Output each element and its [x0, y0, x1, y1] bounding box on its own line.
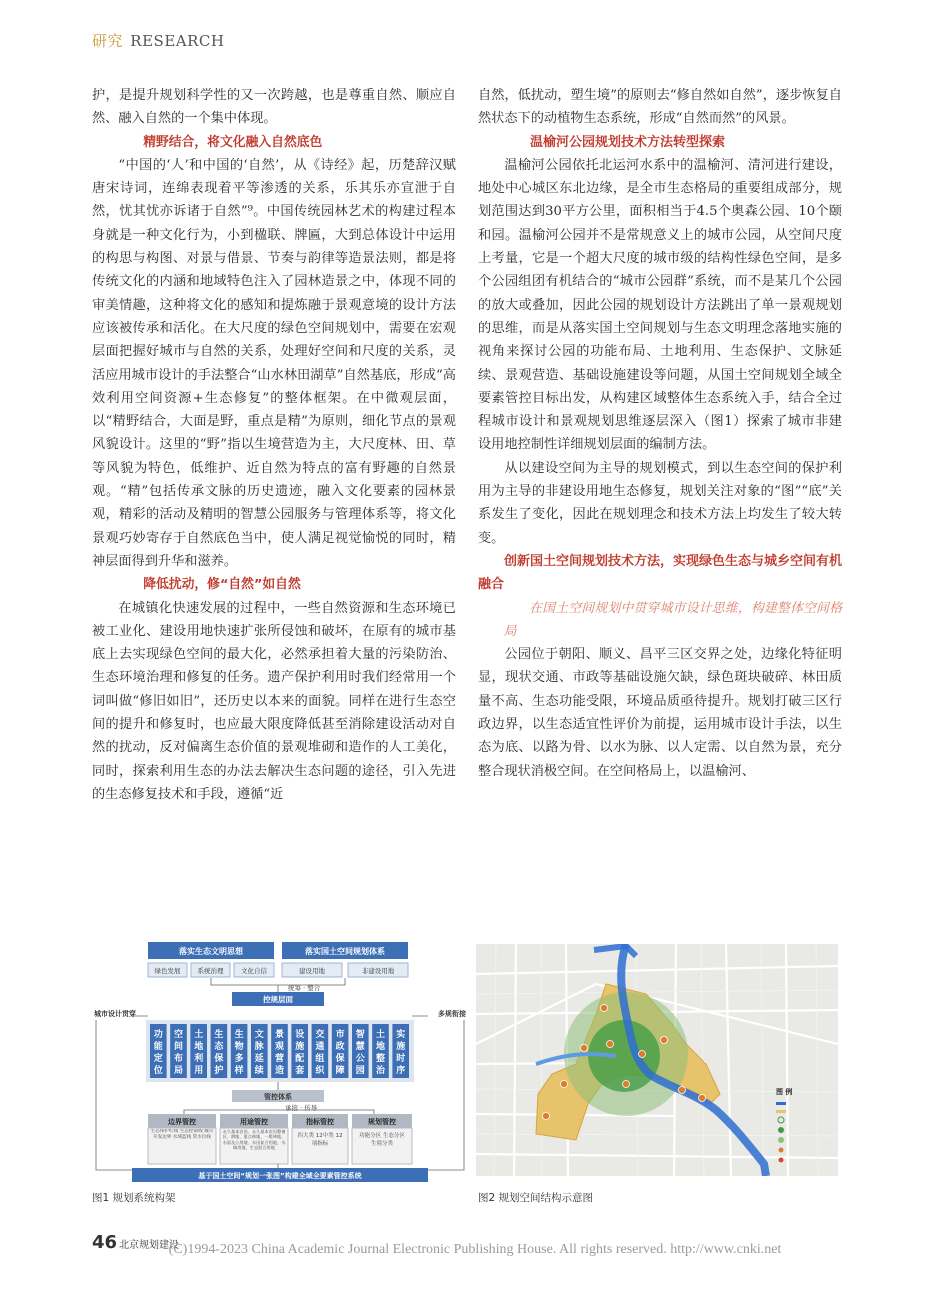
copyright-notice: (C)1994-2023 China Academic Journal Electronic Publishing House. All rights reserved. http://www.cnki.net: [168, 1242, 782, 1257]
function-column-char: 间: [173, 1042, 184, 1052]
function-column-char: 序: [396, 1066, 406, 1076]
function-column-char: 实: [396, 1030, 406, 1040]
function-column-char: 慧: [355, 1042, 365, 1052]
left-column: [92, 84, 456, 806]
section-heading: 创新国土空间规划技术方法，实现绿色生态与城乡空间有机融合: [478, 553, 843, 593]
bottom-banner-label: 基于国土空间“规划一张图”构建全域全要素管控系统: [198, 1172, 362, 1180]
paragraph: “中国的‘人’和中国的‘自然’，从《诗经》起，历楚辞汉赋唐宋诗词，连绵表现着平等渗透的关系，乐其乐亦宣泄于自然，忧其忧亦诉诸于自然”⁹。中国传统园林艺术的构建过程本身就是一种文化行为，小到楹联、牌匾，大到总体设计中运用的构思与构图、对景与借景、节奏与韵律等造景法则，都是将传统文化的内涵和地域特色注入了园林造景之中，体现不同的审美情趣，这种将文化的感知和提炼融于景观意境的设计方法应该被传承和活化。在大尺度的绿色空间规划中，需要在宏观层面把握好城市与自然的关系，处理好空间和尺度的关系，灵活应用城市设计的手法整合“山水林田湖草”自然基底，形成“高效利用空间资源+生态修复”的整体框架。在中微观层面，以“精野结合，大面是野，重点是精”为原则，细化节点的景观风貌设计。这里的“野”指以生境营造为主，大尺度林、田、草等风貌为特色，低维护、近自然为特点的富有野趣的自然景观。“精”包括传承文脉的历史遗迹，融入文化要素的园林景观，精彩的活动及精明的智慧公园服务与管理体系等，将文化景观巧妙寄存于自然底色当中，使人满足视觉愉悦的同时，精神层面得到升华和滋养。: [92, 157, 456, 569]
function-column-char: 造: [274, 1066, 285, 1076]
paragraph: 从以建设空间为主导的规划模式，到以生态空间的保护利用为主导的非建设用地生态修复，规划关注对象的“图”“底”关系发生了变化，因此在规划理念和技术方法上均发生了较大转变。: [478, 460, 842, 546]
function-column-char: 脉: [254, 1042, 264, 1052]
paragraph: 温榆河公园依托北运河水系中的温榆河、清河进行建设，地处中心城区东北边缘，是全市生态格局的重要组成部分，规划范围达到30平方公里，面积相当于4.5个奥森公园、10个颐和园。温榆河公园并不是常规意义上的城市公园，从空间尺度上考量，它是一个超大尺度的城市级的结构性绿色空间，是多个公园组团有机结合的“城市公园群”系统，而不是某几个公园的放大或叠加，因此公园的规划设计方法跳出了单一景观规划的思维，而是从落实国土空间规划与生态文明理念落地实施的视角来探讨公园的功能布局、土地利用、生态保护、文脉延续、景观营造、基础设施建设等问题，从国土空间规划全域全要素管控目标出发，从构建区域整体生态系统入手，结合全过程城市设计和景观规划思维逐层深入（图1）探索了城市非建设用地控制性详细规划层面的编制方法。: [478, 157, 842, 453]
function-column-char: 组: [315, 1054, 325, 1064]
function-column-char: 生: [214, 1030, 224, 1040]
function-column-char: 延: [254, 1054, 264, 1064]
function-column-char: 设: [295, 1030, 305, 1040]
box-text: 四大类 12中类 12项指标: [297, 1133, 343, 1147]
function-column-char: 地: [194, 1042, 204, 1052]
paragraph: 公园位于朝阳、顺义、昌平三区交界之处，边缘化特征明显，现状交通、市政等基础设施欠缺，绿色斑块破碎、林田质量不高、生态功能受限，环境品质亟待提升。规划打破三区行政边界，以生态适宜性评价为前提，运用城市设计手法，以生态为底、以路为骨、以水为脉、以人定需、以自然为景，充分整合现状消极空间。在空间格局上，以温榆河、: [478, 647, 842, 779]
control-level-label: 控规层面: [263, 995, 293, 1004]
function-column-char: 市: [335, 1030, 345, 1040]
box-title-label: 指标管控: [306, 1118, 334, 1126]
function-column-char: 土: [375, 1030, 386, 1040]
box-text: 生态保护红线 生态控制线 城市开发边界 水域蓝线 常水位线: [150, 1129, 214, 1140]
tag-label: 建设用地: [299, 967, 325, 975]
function-column-char: 智: [355, 1030, 365, 1040]
italic-subheading: 在国土空间规划中贯穿城市设计思维，构建整体空间格局: [503, 600, 842, 639]
function-column-char: 治: [375, 1066, 386, 1076]
function-column-char: 布: [173, 1054, 184, 1064]
control-system-label: 管控体系: [264, 1093, 292, 1101]
subheading: 降低扰动，修“自然”如自然: [143, 577, 301, 593]
box-title-label: 规划管控: [368, 1118, 396, 1126]
function-column-char: 文: [254, 1030, 264, 1040]
function-column-char: 样: [234, 1066, 244, 1076]
legend-title: 图 例: [776, 1088, 793, 1096]
function-column-char: 时: [396, 1054, 406, 1064]
function-column-char: 整: [375, 1054, 386, 1064]
function-column-char: 物: [234, 1042, 244, 1052]
paragraph: 自然，低扰动，塑生境”的原则去“修自然如自然”，逐步恢复自然状态下的动植物生态系统，形成“自然而然”的风景。: [478, 88, 842, 127]
function-column-char: 政: [335, 1042, 345, 1052]
box-text: 功能分区 生态分区 生境分类: [359, 1133, 405, 1147]
function-column-char: 营: [274, 1054, 285, 1064]
section-title-cn: 研究: [92, 32, 124, 50]
function-column-char: 地: [375, 1042, 386, 1052]
function-column-char: 能: [153, 1042, 163, 1052]
paragraph: 护，是提升规划科学性的又一次跨越，也是尊重自然、顺应自然、融入自然的一个集中体现。: [92, 88, 456, 127]
function-column-char: 局: [173, 1066, 184, 1076]
tag-label: 文化自信: [241, 967, 267, 975]
box-text: 永久基本农田、永久基本农田整备区、耕地、重点林地、一般林地、水面及公用地、水田复合用地、水域用地、生态混合用地: [222, 1129, 286, 1151]
function-column-char: 景: [274, 1030, 285, 1040]
figure-2-caption: 图2 规划空间结构示意图: [478, 1192, 594, 1204]
function-column-char: 续: [254, 1066, 264, 1076]
tag-label: 系统治理: [197, 967, 224, 975]
function-column-char: 态: [214, 1042, 224, 1052]
function-column-char: 保: [335, 1054, 345, 1064]
section-heading: 温榆河公园规划技术方法转型探索: [530, 134, 726, 150]
side-label-left: 城市设计贯穿: [94, 1010, 136, 1018]
function-column-char: 园: [355, 1066, 365, 1076]
function-column-char: 配: [295, 1054, 305, 1064]
function-column-char: 生: [234, 1030, 244, 1040]
right-column: [478, 84, 842, 783]
tag-label: 非建设用地: [361, 967, 395, 975]
top-left-title: 落实生态文明思想: [179, 947, 243, 956]
top-right-title: 落实国土空间规划体系: [305, 947, 385, 956]
function-column-char: 公: [355, 1054, 365, 1064]
section-title-en: RESEARCH: [130, 32, 225, 50]
box-title-label: 用途管控: [240, 1118, 268, 1126]
function-column-char: 织: [315, 1066, 325, 1076]
function-column-char: 障: [335, 1066, 345, 1076]
figure-2-map: [476, 944, 838, 1176]
figure-1-caption: 图1 规划系统构架: [92, 1192, 176, 1204]
function-column-char: 位: [153, 1066, 163, 1076]
page-number: 46: [92, 1232, 118, 1253]
subheading: 精野结合，将文化融入自然底色: [143, 134, 323, 150]
inherit-label: 承接 · 传导: [285, 1104, 318, 1112]
magazine-name: 北京规划建设: [119, 1240, 180, 1251]
function-column-char: 套: [295, 1066, 305, 1076]
function-column-char: 定: [153, 1054, 163, 1064]
function-column-char: 土: [194, 1030, 204, 1040]
function-column-char: 观: [274, 1042, 285, 1052]
side-label-right: 多规衔接: [438, 1010, 466, 1018]
function-column-char: 多: [234, 1054, 244, 1064]
function-column-char: 空: [173, 1030, 184, 1040]
function-column-char: 功: [153, 1030, 163, 1040]
function-column-char: 用: [194, 1066, 204, 1076]
function-column-char: 护: [214, 1066, 224, 1076]
section-header: [92, 30, 224, 51]
paragraph: 在城镇化快速发展的过程中，一些自然资源和生态环境已被工业化、建设用地快速扩张所侵蚀和破坏，在原有的城市基底上去实现绿色空间的最大化，必然承担着大量的污染防治、生态环境治理和修复的任务。遗产保护利用时我们经常用一个词叫做“修旧如旧”，还历史以本来的面貌。同样在进行生态空间的提升和修复时，也应最大限度降低甚至消除建设活动对自然的扰动，反对偏离生态价值的景观堆砌和造作的人工美化，同时，探索利用生态的办法去解决生态问题的途径，引入先进的生态修复技术和手段，遵循“近: [92, 600, 456, 802]
tag-label: 绿色发展: [154, 967, 181, 975]
function-column-char: 交: [315, 1030, 325, 1040]
function-column-char: 保: [214, 1054, 224, 1064]
function-column-char: 施: [396, 1042, 406, 1052]
function-column-char: 利: [194, 1054, 204, 1064]
merge-label: 统筹 · 整合: [288, 984, 321, 992]
figure-1-diagram: [92, 938, 468, 1184]
box-title-label: 边界管控: [168, 1118, 196, 1126]
function-column-char: 施: [295, 1042, 305, 1052]
function-column-char: 通: [315, 1042, 325, 1052]
